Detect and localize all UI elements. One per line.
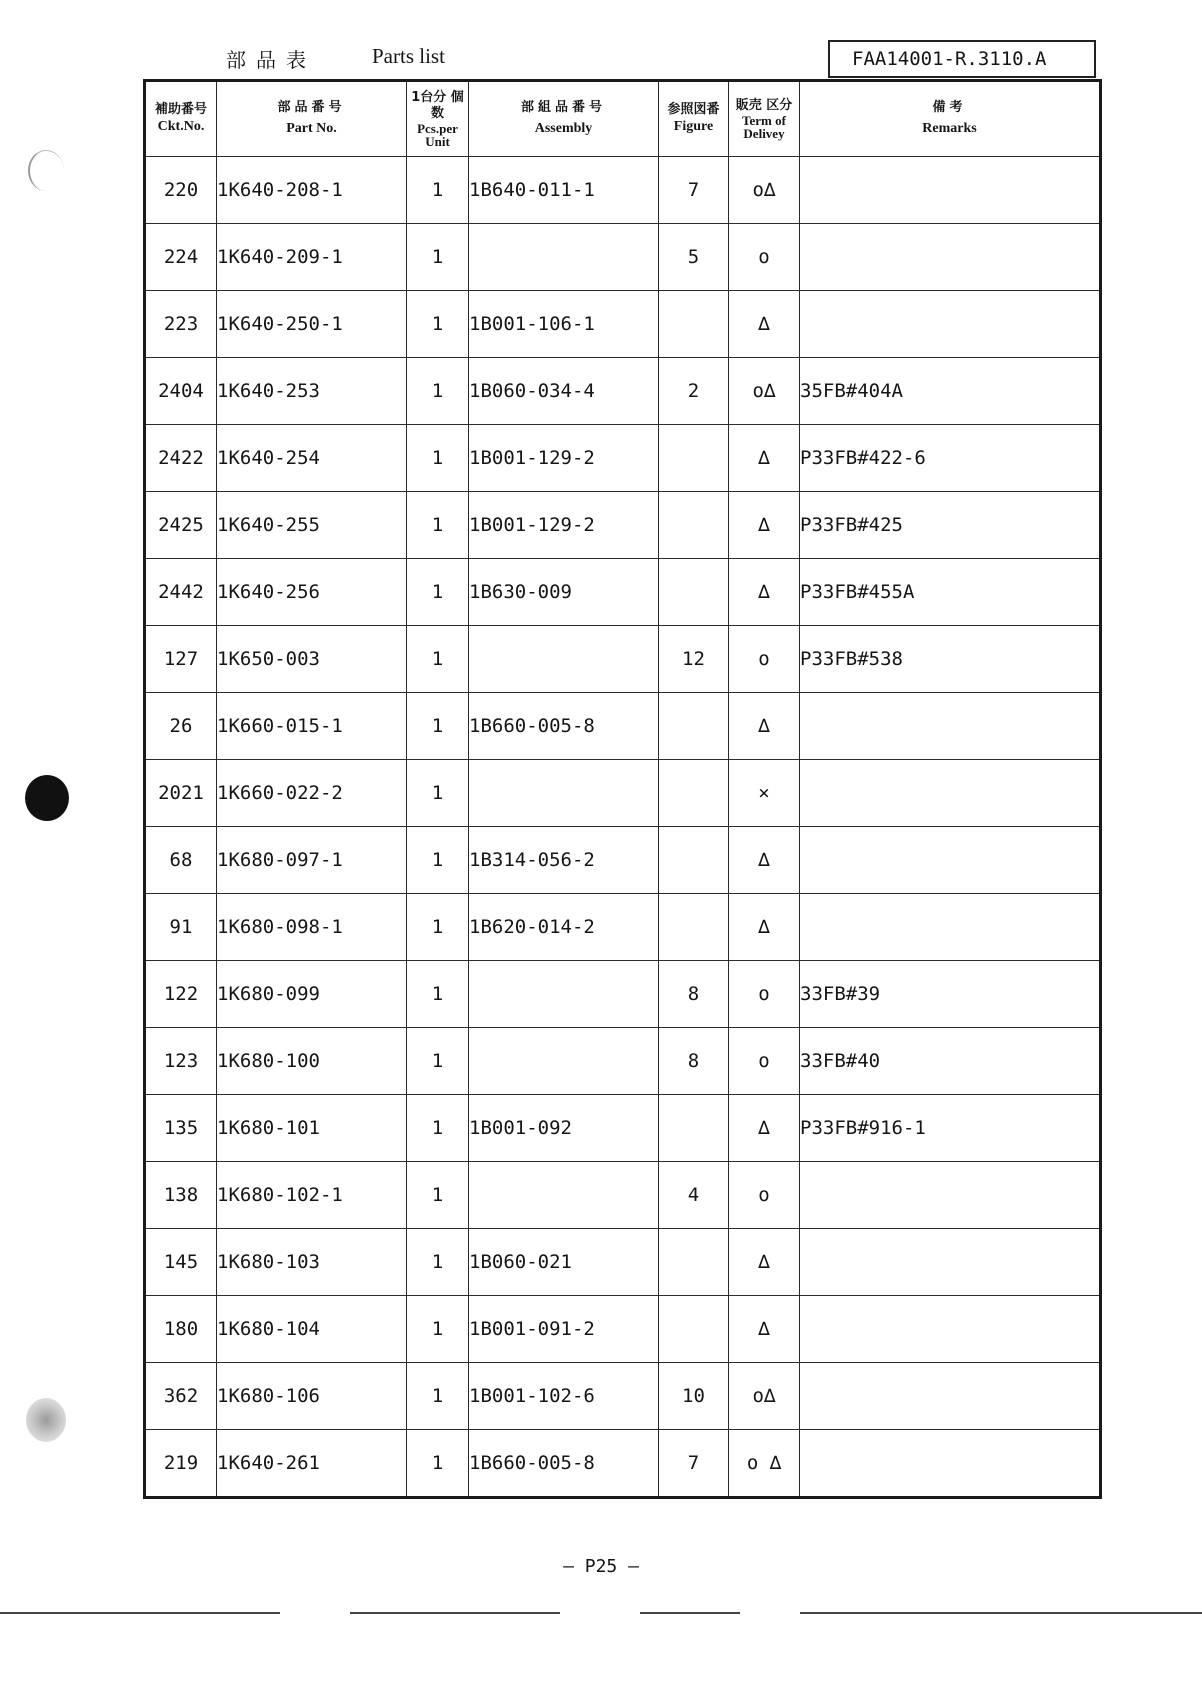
cell-figure <box>659 693 729 760</box>
cell-ckt-no: 91 <box>145 894 217 961</box>
cell-ckt-no: 138 <box>145 1162 217 1229</box>
column-header-term: 販売 区分 Term of Delivey <box>729 81 800 157</box>
cell-pcs-per-unit: 1 <box>407 1095 469 1162</box>
cell-ckt-no: 224 <box>145 224 217 291</box>
page-number: — P25 — <box>563 1556 639 1577</box>
cell-part-no: 1K650-003 <box>217 626 407 693</box>
cell-assembly: 1B620-014-2 <box>469 894 659 961</box>
cell-ckt-no: 2021 <box>145 760 217 827</box>
cell-figure: 8 <box>659 1028 729 1095</box>
cell-part-no: 1K680-100 <box>217 1028 407 1095</box>
cell-figure: 7 <box>659 1430 729 1498</box>
cell-assembly: 1B630-009 <box>469 559 659 626</box>
cell-ckt-no: 123 <box>145 1028 217 1095</box>
column-header-ckt: 補助番号 Ckt.No. <box>145 81 217 157</box>
cell-assembly <box>469 1028 659 1095</box>
cell-pcs-per-unit: 1 <box>407 425 469 492</box>
cell-term-of-delivery: o <box>729 224 800 291</box>
cell-part-no: 1K640-250-1 <box>217 291 407 358</box>
cell-remarks <box>800 693 1101 760</box>
cell-part-no: 1K640-209-1 <box>217 224 407 291</box>
cell-remarks: P33FB#538 <box>800 626 1101 693</box>
cell-pcs-per-unit: 1 <box>407 492 469 559</box>
cell-part-no: 1K680-104 <box>217 1296 407 1363</box>
cell-remarks <box>800 224 1101 291</box>
cell-figure <box>659 760 729 827</box>
cell-figure <box>659 1229 729 1296</box>
cell-pcs-per-unit: 1 <box>407 224 469 291</box>
cell-term-of-delivery: o <box>729 626 800 693</box>
cell-ckt-no: 362 <box>145 1363 217 1430</box>
cell-part-no: 1K660-015-1 <box>217 693 407 760</box>
cell-figure: 12 <box>659 626 729 693</box>
cell-figure: 8 <box>659 961 729 1028</box>
cell-figure <box>659 827 729 894</box>
cell-term-of-delivery: o <box>729 1162 800 1229</box>
cell-assembly: 1B660-005-8 <box>469 1430 659 1498</box>
table-row <box>145 425 1101 492</box>
table-row <box>145 492 1101 559</box>
cell-ckt-no: 2404 <box>145 358 217 425</box>
cell-term-of-delivery: ∆ <box>729 827 800 894</box>
cell-pcs-per-unit: 1 <box>407 358 469 425</box>
cell-ckt-no: 2422 <box>145 425 217 492</box>
cell-pcs-per-unit: 1 <box>407 559 469 626</box>
cell-term-of-delivery: o∆ <box>729 157 800 224</box>
binding-hole-mark <box>28 150 64 191</box>
binding-hole-mark <box>25 775 69 821</box>
cell-term-of-delivery: o <box>729 961 800 1028</box>
binding-hole-mark <box>26 1398 66 1442</box>
cell-ckt-no: 180 <box>145 1296 217 1363</box>
table-row <box>145 626 1101 693</box>
cell-ckt-no: 223 <box>145 291 217 358</box>
cell-figure: 10 <box>659 1363 729 1430</box>
cell-figure <box>659 492 729 559</box>
cell-figure <box>659 559 729 626</box>
cell-remarks <box>800 157 1101 224</box>
cell-ckt-no: 2425 <box>145 492 217 559</box>
cell-part-no: 1K660-022-2 <box>217 760 407 827</box>
cell-figure: 4 <box>659 1162 729 1229</box>
cell-assembly <box>469 1162 659 1229</box>
cell-ckt-no: 68 <box>145 827 217 894</box>
table-row <box>145 1430 1101 1498</box>
cell-remarks: 35FB#404A <box>800 358 1101 425</box>
cell-term-of-delivery: ∆ <box>729 894 800 961</box>
cell-assembly: 1B001-102-6 <box>469 1363 659 1430</box>
table-row <box>145 1229 1101 1296</box>
cell-figure <box>659 291 729 358</box>
cell-part-no: 1K680-099 <box>217 961 407 1028</box>
page-title-en: Parts list <box>372 44 445 68</box>
table-row <box>145 961 1101 1028</box>
cell-term-of-delivery: ∆ <box>729 425 800 492</box>
cell-remarks: P33FB#425 <box>800 492 1101 559</box>
cell-remarks: P33FB#916-1 <box>800 1095 1101 1162</box>
table-row <box>145 559 1101 626</box>
cell-ckt-no: 122 <box>145 961 217 1028</box>
cell-assembly: 1B060-021 <box>469 1229 659 1296</box>
cell-remarks <box>800 894 1101 961</box>
cell-figure: 5 <box>659 224 729 291</box>
cell-figure <box>659 894 729 961</box>
cell-assembly: 1B660-005-8 <box>469 693 659 760</box>
cell-pcs-per-unit: 1 <box>407 760 469 827</box>
cell-remarks <box>800 760 1101 827</box>
table-row <box>145 760 1101 827</box>
cell-ckt-no: 145 <box>145 1229 217 1296</box>
cell-figure <box>659 1095 729 1162</box>
cell-term-of-delivery: ∆ <box>729 1095 800 1162</box>
cell-remarks <box>800 1296 1101 1363</box>
cell-pcs-per-unit: 1 <box>407 291 469 358</box>
cell-term-of-delivery: o∆ <box>729 1363 800 1430</box>
table-row <box>145 1162 1101 1229</box>
cell-assembly: 1B001-091-2 <box>469 1296 659 1363</box>
cell-ckt-no: 220 <box>145 157 217 224</box>
table-row <box>145 1296 1101 1363</box>
cell-part-no: 1K680-101 <box>217 1095 407 1162</box>
cell-ckt-no: 135 <box>145 1095 217 1162</box>
column-header-part: 部品番号 Part No. <box>217 81 407 157</box>
column-header-remarks: 備考 Remarks <box>800 81 1101 157</box>
cell-term-of-delivery: ∆ <box>729 693 800 760</box>
column-header-figure: 参照図番 Figure <box>659 81 729 157</box>
table-row <box>145 358 1101 425</box>
cell-ckt-no: 2442 <box>145 559 217 626</box>
table-row <box>145 1028 1101 1095</box>
cell-pcs-per-unit: 1 <box>407 1430 469 1498</box>
table-row <box>145 224 1101 291</box>
cell-figure: 2 <box>659 358 729 425</box>
cell-pcs-per-unit: 1 <box>407 894 469 961</box>
table-row <box>145 1095 1101 1162</box>
cell-ckt-no: 219 <box>145 1430 217 1498</box>
cell-remarks: 33FB#40 <box>800 1028 1101 1095</box>
cell-remarks <box>800 291 1101 358</box>
cell-pcs-per-unit: 1 <box>407 827 469 894</box>
cell-pcs-per-unit: 1 <box>407 626 469 693</box>
column-header-qty: 1台分 個数 Pcs.per Unit <box>407 81 469 157</box>
cell-term-of-delivery: o <box>729 1028 800 1095</box>
cell-assembly: 1B001-129-2 <box>469 425 659 492</box>
cell-pcs-per-unit: 1 <box>407 157 469 224</box>
cell-part-no: 1K680-106 <box>217 1363 407 1430</box>
cell-part-no: 1K680-102-1 <box>217 1162 407 1229</box>
cell-pcs-per-unit: 1 <box>407 961 469 1028</box>
cell-remarks <box>800 1162 1101 1229</box>
cell-part-no: 1K640-254 <box>217 425 407 492</box>
cell-part-no: 1K640-261 <box>217 1430 407 1498</box>
cell-ckt-no: 127 <box>145 626 217 693</box>
cell-term-of-delivery: o ∆ <box>729 1430 800 1498</box>
cell-part-no: 1K640-253 <box>217 358 407 425</box>
table-row <box>145 291 1101 358</box>
cell-term-of-delivery: ∆ <box>729 492 800 559</box>
cell-assembly <box>469 224 659 291</box>
cell-remarks <box>800 1229 1101 1296</box>
cell-term-of-delivery: o∆ <box>729 358 800 425</box>
table-row <box>145 894 1101 961</box>
cell-pcs-per-unit: 1 <box>407 1296 469 1363</box>
document-number: FAA14001-R.3110.A <box>828 40 1096 78</box>
cell-remarks: P33FB#455A <box>800 559 1101 626</box>
bottom-rule <box>0 1612 280 1614</box>
cell-pcs-per-unit: 1 <box>407 1229 469 1296</box>
cell-assembly <box>469 760 659 827</box>
cell-assembly: 1B001-092 <box>469 1095 659 1162</box>
cell-term-of-delivery: ∆ <box>729 291 800 358</box>
cell-part-no: 1K680-103 <box>217 1229 407 1296</box>
table-row <box>145 827 1101 894</box>
cell-part-no: 1K640-208-1 <box>217 157 407 224</box>
cell-remarks <box>800 1430 1101 1498</box>
cell-assembly: 1B001-106-1 <box>469 291 659 358</box>
column-header-assembly: 部組品番号 Assembly <box>469 81 659 157</box>
cell-assembly <box>469 961 659 1028</box>
cell-ckt-no: 26 <box>145 693 217 760</box>
cell-part-no: 1K680-097-1 <box>217 827 407 894</box>
cell-pcs-per-unit: 1 <box>407 1028 469 1095</box>
cell-term-of-delivery: × <box>729 760 800 827</box>
cell-part-no: 1K680-098-1 <box>217 894 407 961</box>
cell-figure <box>659 1296 729 1363</box>
cell-figure <box>659 425 729 492</box>
cell-assembly: 1B640-011-1 <box>469 157 659 224</box>
cell-remarks <box>800 827 1101 894</box>
cell-part-no: 1K640-256 <box>217 559 407 626</box>
table-row <box>145 1363 1101 1430</box>
cell-remarks <box>800 1363 1101 1430</box>
cell-pcs-per-unit: 1 <box>407 1162 469 1229</box>
table-header-row <box>145 81 1101 157</box>
bottom-rule <box>800 1612 1202 1614</box>
cell-assembly <box>469 626 659 693</box>
table-row <box>145 157 1101 224</box>
cell-assembly: 1B314-056-2 <box>469 827 659 894</box>
cell-remarks: P33FB#422-6 <box>800 425 1101 492</box>
page-title-jp: 部品表 <box>226 48 316 72</box>
cell-part-no: 1K640-255 <box>217 492 407 559</box>
cell-assembly: 1B001-129-2 <box>469 492 659 559</box>
cell-remarks: 33FB#39 <box>800 961 1101 1028</box>
cell-assembly: 1B060-034-4 <box>469 358 659 425</box>
cell-term-of-delivery: ∆ <box>729 559 800 626</box>
cell-term-of-delivery: ∆ <box>729 1296 800 1363</box>
cell-pcs-per-unit: 1 <box>407 693 469 760</box>
bottom-rule <box>350 1612 560 1614</box>
cell-pcs-per-unit: 1 <box>407 1363 469 1430</box>
table-row <box>145 693 1101 760</box>
cell-figure: 7 <box>659 157 729 224</box>
parts-table <box>143 79 1102 1499</box>
bottom-rule <box>640 1612 740 1614</box>
cell-term-of-delivery: ∆ <box>729 1229 800 1296</box>
